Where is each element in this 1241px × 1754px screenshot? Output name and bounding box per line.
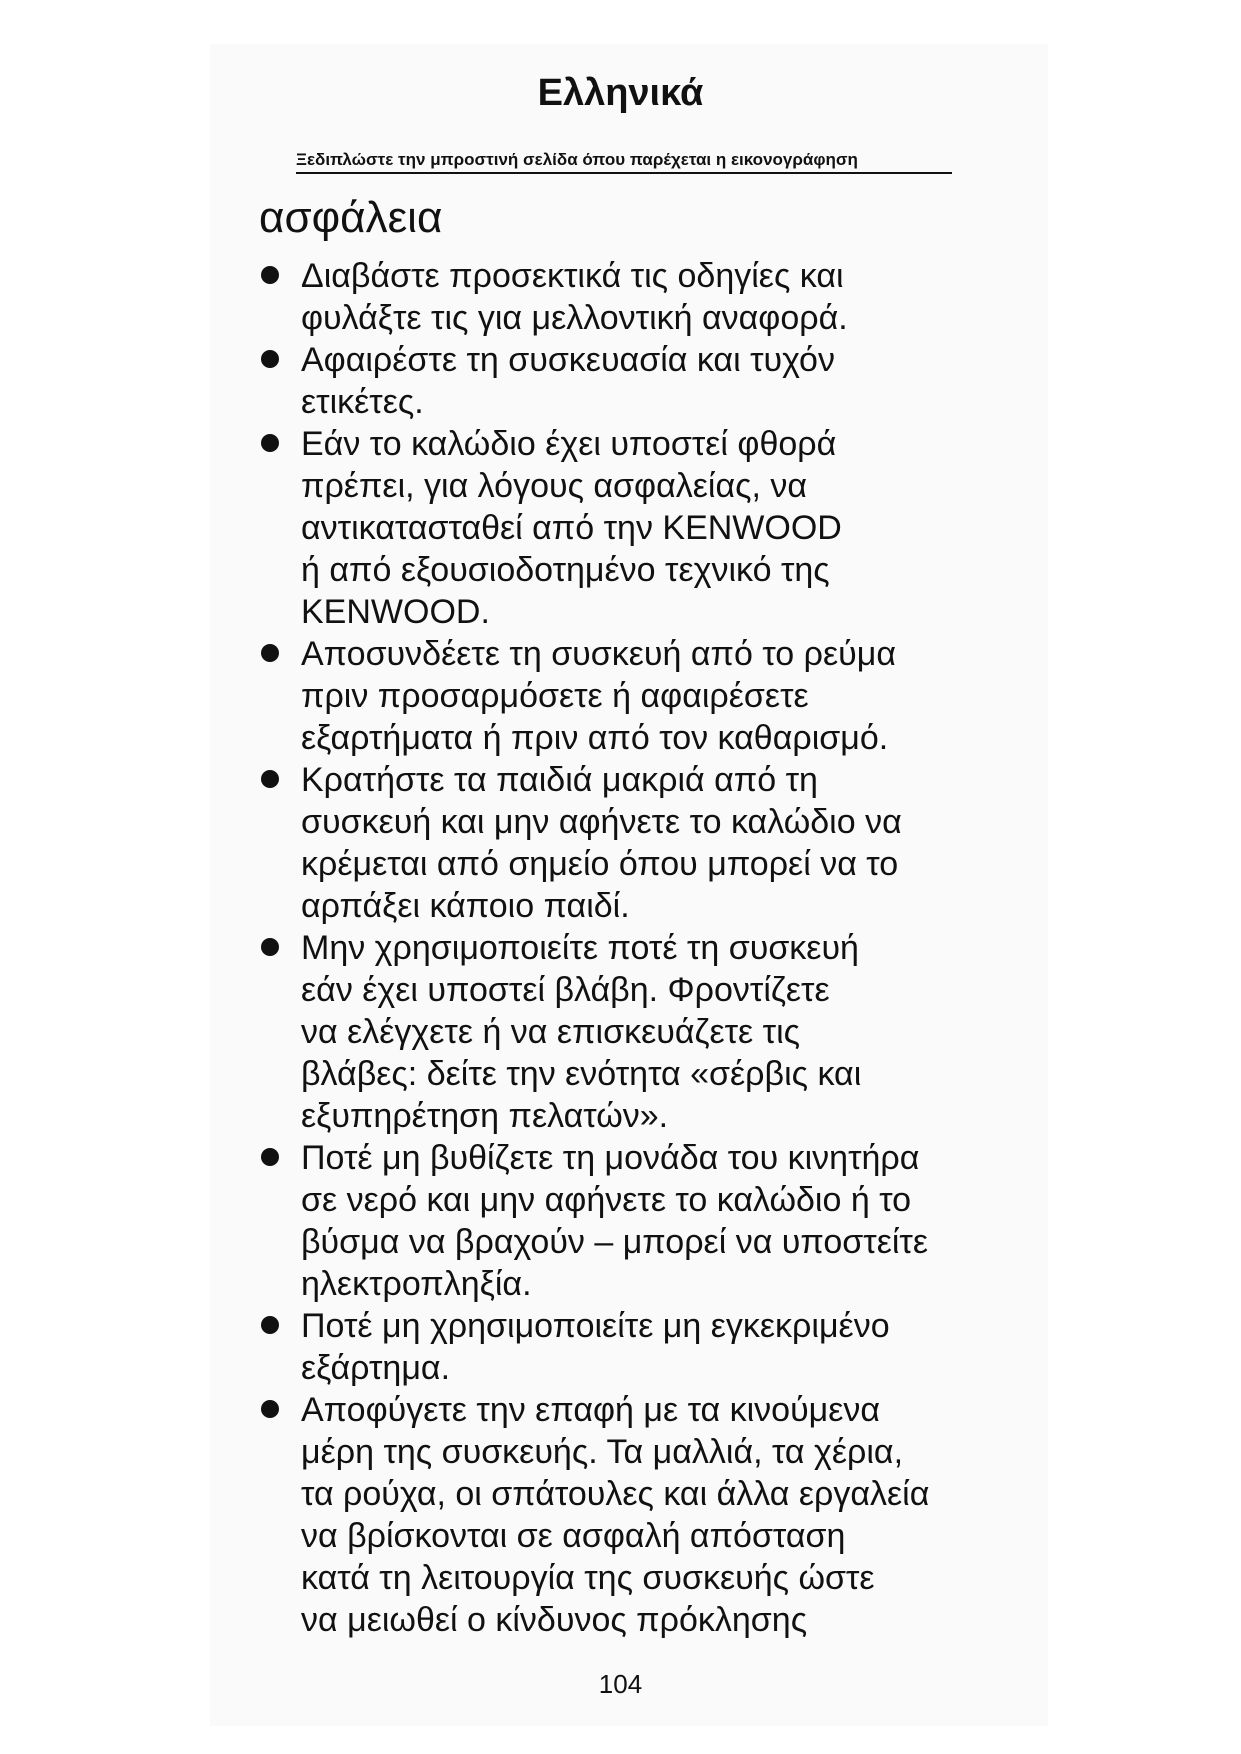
list-item-text: Κρατήστε τα παιδιά μακριά από τη συσκευή και μην αφήνετε το καλώδιο να κρέμεται από σημείο όπου μπορεί να το αρπάξει κάποιο παιδί. bbox=[301, 761, 902, 925]
list-item-text: Αποσυνδέετε τη συσκευή από το ρεύμα πριν προσαρμόσετε ή αφαιρέσετε εξαρτήματα ή πριν από τον καθαρισμό. bbox=[301, 635, 896, 757]
bullet-icon bbox=[261, 938, 279, 956]
bullet-icon bbox=[261, 1148, 279, 1166]
list-item-text: Ποτέ μη χρησιμοποιείτε μη εγκεκριμένο εξάρτημα. bbox=[301, 1307, 890, 1387]
list-item-text: Διαβάστε προσεκτικά τις οδηγίες και φυλάξτε τις για μελλοντική αναφορά. bbox=[301, 257, 848, 337]
section-heading-safety: ασφάλεια bbox=[259, 193, 443, 242]
list-item bbox=[259, 1137, 1019, 1305]
bullet-icon bbox=[261, 350, 279, 368]
list-item-text: Μην χρησιμοποιείτε ποτέ τη συσκευή εάν έχει υποστεί βλάβη. Φροντίζετε να ελέγχετε ή να επισκευάζετε τις βλάβες: δείτε την ενότητα «σέρβις και εξυπηρέτηση πελατών». bbox=[301, 929, 862, 1135]
list-item-text: Αφαιρέστε τη συσκευασία και τυχόν ετικέτες. bbox=[301, 341, 835, 421]
bullet-icon bbox=[261, 644, 279, 662]
list-item bbox=[259, 759, 1019, 927]
fold-out-instruction: Ξεδιπλώστε την μπροστινή σελίδα όπου παρέχεται η εικονογράφηση bbox=[296, 150, 952, 174]
page-number: 104 bbox=[598, 1669, 643, 1699]
list-item bbox=[259, 633, 1019, 759]
safety-list bbox=[259, 255, 1019, 1641]
bullet-icon bbox=[261, 266, 279, 284]
list-item bbox=[259, 255, 1019, 339]
bullet-icon bbox=[261, 1316, 279, 1334]
list-item bbox=[259, 927, 1019, 1137]
list-item bbox=[259, 423, 1019, 633]
list-item-text: Αποφύγετε την επαφή με τα κινούμενα μέρη της συσκευής. Τα μαλλιά, τα χέρια, τα ρούχα, οι σπάτουλες και άλλα εργαλεία να βρίσκονται σε ασφαλή απόσταση κατά τη λειτουργία της συσκευής ώστε να μειωθεί ο κίνδυνος πρόκλησης bbox=[301, 1391, 930, 1639]
bullet-icon bbox=[261, 1400, 279, 1418]
list-item bbox=[259, 339, 1019, 423]
list-item-text: Εάν το καλώδιο έχει υποστεί φθορά πρέπει, για λόγους ασφαλείας, να αντικατασταθεί από την KENWOOD ή από εξουσιοδοτημένο τεχνικό της KENWOOD. bbox=[301, 425, 842, 631]
list-item-text: Ποτέ μη βυθίζετε τη μονάδα του κινητήρα σε νερό και μην αφήνετε το καλώδιο ή το βύσμα να βραχούν – μπορεί να υποστείτε ηλεκτροπληξία. bbox=[301, 1139, 928, 1303]
list-item bbox=[259, 1305, 1019, 1389]
language-title: Ελληνικά bbox=[537, 72, 704, 114]
bullet-icon bbox=[261, 770, 279, 788]
bullet-icon bbox=[261, 434, 279, 452]
list-item bbox=[259, 1389, 1019, 1641]
